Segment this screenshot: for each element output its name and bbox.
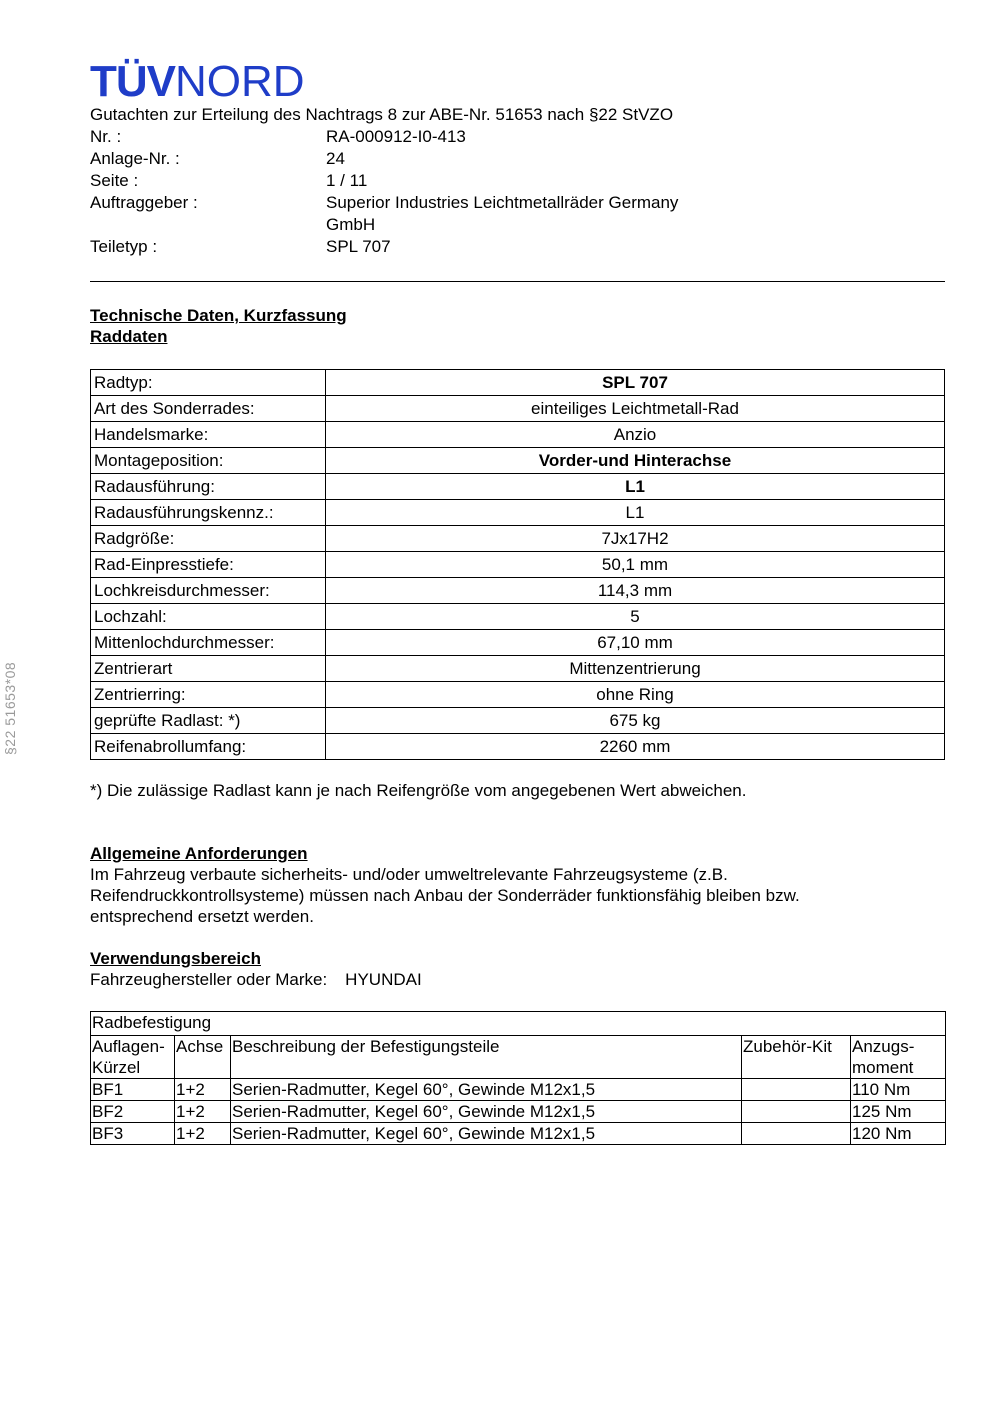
table-row — [91, 526, 945, 552]
table-row — [91, 552, 945, 578]
table-row — [91, 422, 945, 448]
table-cell — [742, 1101, 851, 1123]
table-cell: Serien-Radmutter, Kegel 60°, Gewinde M12x1,5 — [231, 1079, 742, 1101]
table-value: 2260 mm — [326, 734, 945, 760]
table-cell: Serien-Radmutter, Kegel 60°, Gewinde M12x1,5 — [231, 1101, 742, 1123]
vehicle-value: HYUNDAI — [345, 970, 422, 989]
table-cell: 1+2 — [175, 1079, 231, 1101]
logo-bold: TÜV — [90, 57, 175, 106]
header-value: 24 — [326, 149, 345, 168]
table-row — [91, 474, 945, 500]
table-value: SPL 707 — [326, 370, 945, 396]
table-value: 114,3 mm — [326, 578, 945, 604]
column-header: Auflagen-Kürzel — [91, 1036, 175, 1079]
section-subheading: Raddaten — [90, 327, 168, 346]
vehicle-label: Fahrzeughersteller oder Marke: — [90, 970, 328, 989]
table-row — [91, 630, 945, 656]
radbefestigung-table — [90, 1011, 946, 1145]
table-cell: 120 Nm — [851, 1123, 946, 1145]
table-key: Zentrierring: — [91, 682, 326, 708]
table-value: 50,1 mm — [326, 552, 945, 578]
table-row — [91, 448, 945, 474]
table-cell: 125 Nm — [851, 1101, 946, 1123]
table-value: Vorder-und Hinterachse — [326, 448, 945, 474]
table-key: Reifenabrollumfang: — [91, 734, 326, 760]
header-value: RA-000912-I0-413 — [326, 127, 466, 146]
table-row — [91, 734, 945, 760]
header-row — [90, 126, 950, 148]
document-header — [90, 104, 950, 258]
table-cell: 1+2 — [175, 1101, 231, 1123]
vehicle-line — [90, 969, 950, 990]
header-key: Nr. : — [90, 127, 122, 146]
table-row — [91, 682, 945, 708]
table-cell: 110 Nm — [851, 1079, 946, 1101]
table-row — [91, 1079, 946, 1101]
table-row — [91, 604, 945, 630]
header-key: Auftraggeber : — [90, 193, 198, 212]
header-divider — [90, 281, 945, 282]
table-row — [91, 708, 945, 734]
table-cell: BF1 — [91, 1079, 175, 1101]
table-value: 67,10 mm — [326, 630, 945, 656]
table-key: Montageposition: — [91, 448, 326, 474]
table-key: Zentrierart — [91, 656, 326, 682]
table-cell: BF2 — [91, 1101, 175, 1123]
table-row — [91, 1123, 946, 1145]
header-row — [90, 192, 950, 236]
raddaten-table — [90, 369, 945, 760]
side-note: §22 51653*08 — [2, 661, 18, 755]
table-value: Mittenzentrierung — [326, 656, 945, 682]
table-header-row — [91, 1036, 946, 1079]
table-row — [91, 500, 945, 526]
header-row — [90, 170, 950, 192]
table-title: Radbefestigung — [91, 1012, 946, 1036]
table-key: geprüfte Radlast: *) — [91, 708, 326, 734]
table-row — [91, 578, 945, 604]
logo-light: NORD — [175, 57, 305, 106]
tuv-nord-logo — [90, 57, 305, 106]
table-cell: 1+2 — [175, 1123, 231, 1145]
section-heading: Verwendungsbereich — [90, 949, 261, 968]
table-value: 675 kg — [326, 708, 945, 734]
table-key: Lochzahl: — [91, 604, 326, 630]
document-title: Gutachten zur Erteilung des Nachtrags 8 zur ABE-Nr. 51653 nach §22 StVZO — [90, 105, 674, 124]
table-title-row — [91, 1012, 946, 1036]
table-cell — [742, 1079, 851, 1101]
header-key: Anlage-Nr. : — [90, 149, 180, 168]
header-value: 1 / 11 — [326, 171, 368, 190]
table-cell: BF3 — [91, 1123, 175, 1145]
header-value: SPL 707 — [326, 237, 391, 256]
header-key: Teiletyp : — [90, 237, 158, 256]
table-value: L1 — [326, 500, 945, 526]
footnote: *) Die zulässige Radlast kann je nach Reifengröße vom angegebenen Wert abweichen. — [90, 781, 747, 800]
header-value: Superior Industries Leichtmetallräder Germany GmbH — [326, 193, 679, 234]
table-row — [91, 396, 945, 422]
table-key: Radgröße: — [91, 526, 326, 552]
table-key: Lochkreisdurchmesser: — [91, 578, 326, 604]
table-key: Radausführung: — [91, 474, 326, 500]
table-value: L1 — [326, 474, 945, 500]
table-key: Handelsmarke: — [91, 422, 326, 448]
section-heading: Allgemeine Anforderungen — [90, 844, 308, 863]
column-header: Zubehör-Kit — [742, 1036, 851, 1079]
table-value: 5 — [326, 604, 945, 630]
table-value: 7Jx17H2 — [326, 526, 945, 552]
table-value: einteiliges Leichtmetall-Rad — [326, 396, 945, 422]
table-key: Mittenlochdurchmesser: — [91, 630, 326, 656]
header-key: Seite : — [90, 171, 139, 190]
paragraph: Im Fahrzeug verbaute sicherheits- und/oder umweltrelevante Fahrzeugsysteme (z.B. Reifendruckkontrollsysteme) müssen nach Anbau der Sonderräder funktionsfähig bleiben bzw. entsprechend ersetzt werden. — [90, 865, 800, 926]
table-cell — [742, 1123, 851, 1145]
column-header: Beschreibung der Befestigungsteile — [231, 1036, 742, 1079]
table-value: ohne Ring — [326, 682, 945, 708]
header-row — [90, 148, 950, 170]
table-row — [91, 1101, 946, 1123]
table-row — [91, 370, 945, 396]
table-key: Rad-Einpresstiefe: — [91, 552, 326, 578]
table-value: Anzio — [326, 422, 945, 448]
table-key: Radtyp: — [91, 370, 326, 396]
table-key: Radausführungskennz.: — [91, 500, 326, 526]
table-key: Art des Sonderrades: — [91, 396, 326, 422]
section-heading: Technische Daten, Kurzfassung — [90, 306, 347, 325]
table-row — [91, 656, 945, 682]
column-header: Anzugs-moment — [851, 1036, 946, 1079]
header-row — [90, 236, 950, 258]
column-header: Achse — [175, 1036, 231, 1079]
table-cell: Serien-Radmutter, Kegel 60°, Gewinde M12x1,5 — [231, 1123, 742, 1145]
